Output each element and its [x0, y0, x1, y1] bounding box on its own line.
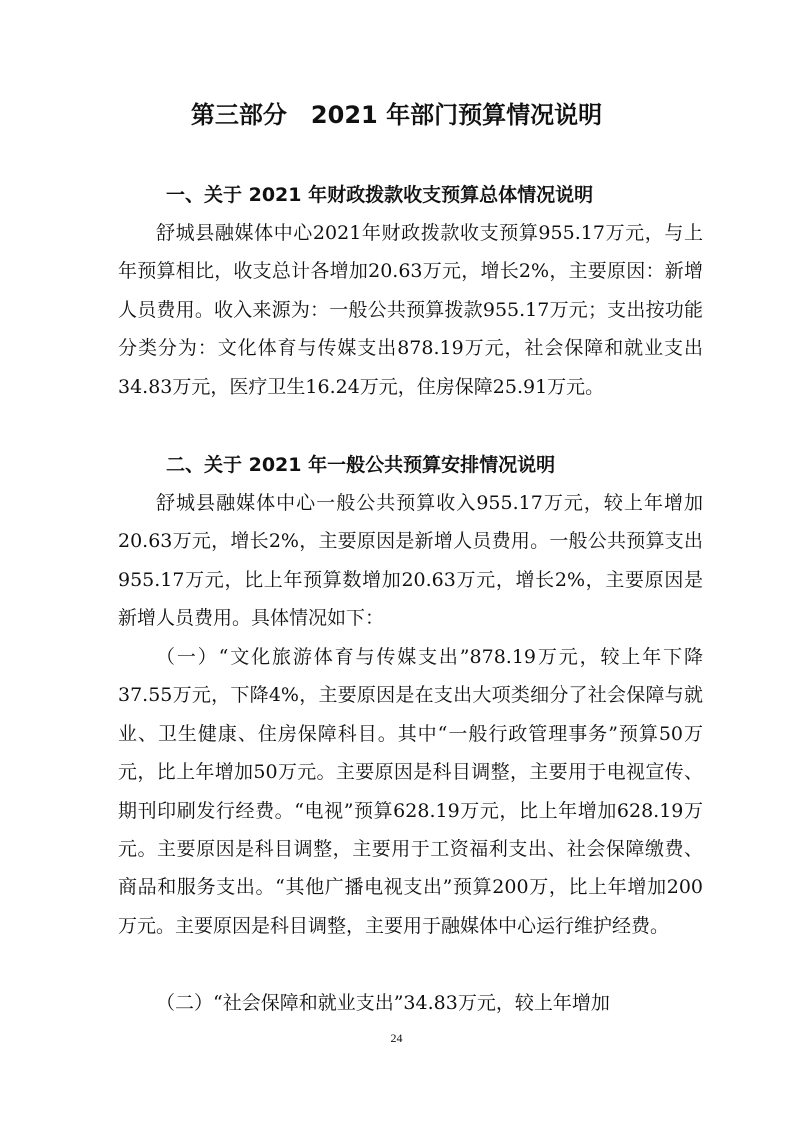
section-heading-1: 一、关于 2021 年财政拨款收支预算总体情况说明 — [166, 184, 594, 206]
page-number: 24 — [390, 1031, 403, 1045]
document-title: 第三部分 2021 年部门预算情况说明 — [190, 101, 603, 129]
paragraph-2-3: （二）“社会保障和就业支出”34.83万元，较上年增加 — [156, 992, 610, 1014]
paragraph-1-1: 舒城县融媒体中心2021年财政拨款收支预算955.17万元，与上年预算相比，收支总计各增加20.63万元，增长2%，主要原因：新增人员费用。收入来源为：一般公共预算拨款955.17万元；支出按功能分类分为：文化体育与传媒支出878.19万元，社会保障和就业支出34.83万元，医疗卫生16.24万元，住房保障25.91万元。 — [118, 222, 703, 398]
section-heading-2: 二、关于 2021 年一般公共预算安排情况说明 — [166, 454, 556, 476]
paragraph-2-1: 舒城县融媒体中心一般公共预算收入955.17万元，较上年增加20.63万元，增长2%，主要原因是新增人员费用。一般公共预算支出955.17万元，比上年预算数增加20.63万元，增长2%，主要原因是新增人员费用。具体情况如下： — [118, 492, 703, 630]
paragraph-2-2: （一）“文化旅游体育与传媒支出”878.19万元，较上年下降37.55万元，下降4%，主要原因是在支出大项类细分了社会保障与就业、卫生健康、住房保障科目。其中“一般行政管理事务”预算50万元，比上年增加50万元。主要原因是科目调整，主要用于电视宣传、期刊印刷发行经费。“电视”预算628.19万元，比上年增加628.19万元。主要原因是科目调整，主要用于工资福利支出、社会保障缴费、商品和服务支出。“其他广播电视支出”预算200万，比上年增加200万元。主要原因是科目调整，主要用于融媒体中心运行维护经费。 — [118, 646, 703, 937]
